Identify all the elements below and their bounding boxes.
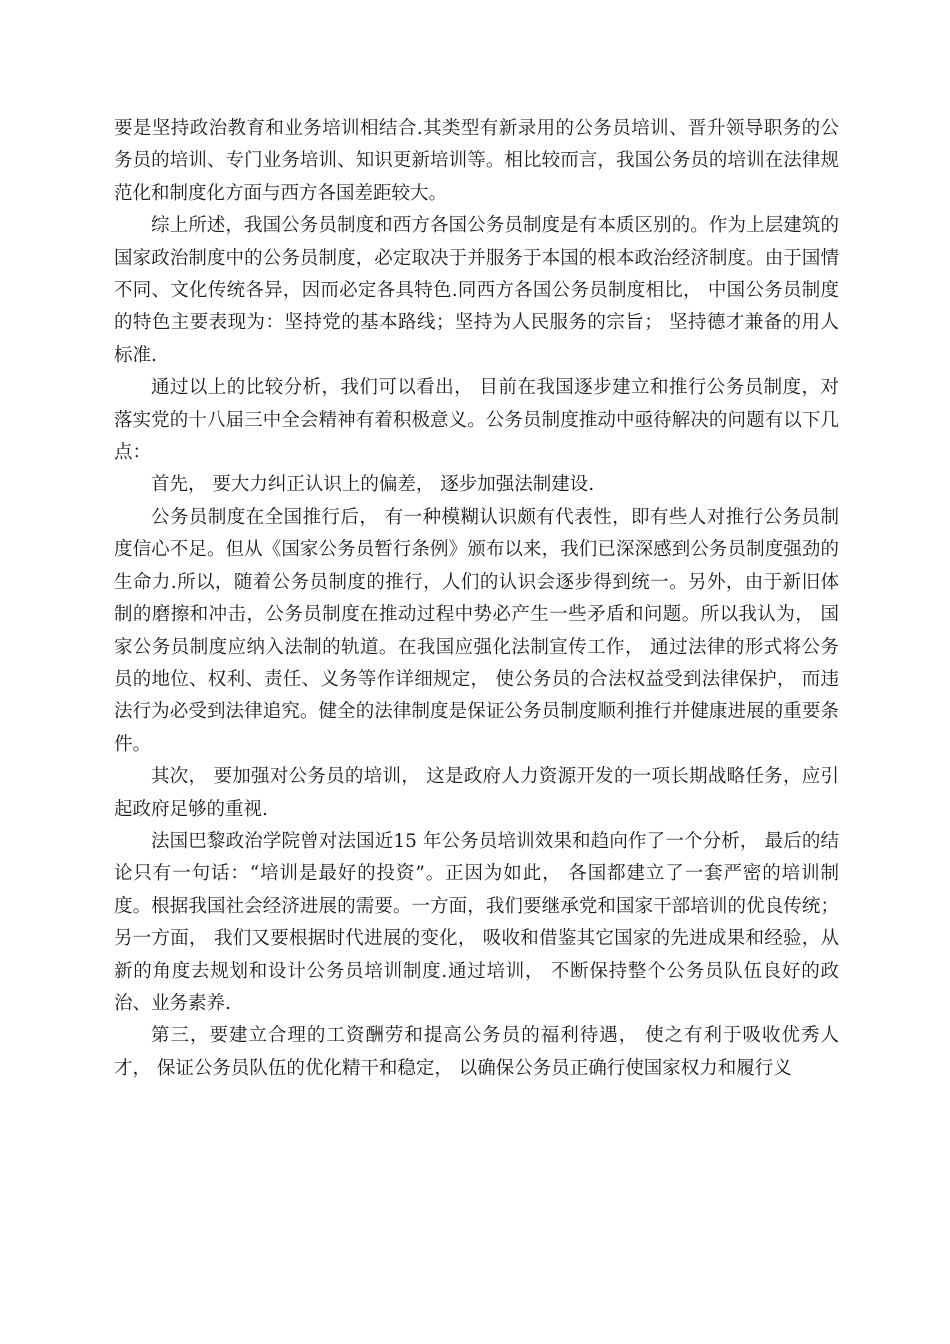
paragraph-training: 法国巴黎政治学院曾对法国近15 年公务员培训效果和趋向作了一个分析， 最后的结论只有一句话：“培训是最好的投资”。正因为如此， 各国都建立了一套严密的培训制度。根据我国社会经济进展的需要。一方面，我们要继承党和国家干部培训的优良传统； 另一方面， 我们又要根据时代进展的变化， 吸收和借鉴其它国家的先进成果和经验，从新的角度去规划和设计公务员培训制度.通过培训， 不断保持整个公务员队伍良好的政治、业务素养.	[114, 830, 839, 1014]
paragraph-continuation: 要是坚持政治教育和业务培训相结合.其类型有新录用的公务员培训、晋升领导职务的公务员的培训、专门业务培训、知识更新培训等。相比较而言，我国公务员的培训在法律规范化和制度化方面与西方各国差距较大。	[114, 118, 839, 204]
paragraph-point-second: 其次， 要加强对公务员的培训， 这是政府人力资源开发的一项长期战略任务，应引起政府足够的重视.	[114, 766, 839, 820]
paragraph-analysis: 通过以上的比较分析，我们可以看出， 目前在我国逐步建立和推行公务员制度，对落实党的十八届三中全会精神有着积极意义。公务员制度推动中亟待解决的问题有以下几点：	[114, 377, 839, 464]
paragraph-summary: 综上所述，我国公务员制度和西方各国公务员制度是有本质区别的。作为上层建筑的国家政治制度中的公务员制度，必定取决于并服务于本国的根本政治经济制度。由于国情不同、文化传统各异，因而必定各具特色.同西方各国公务员制度相比， 中国公务员制度的特色主要表现为：坚持党的基本路线；坚持为人民服务的宗旨； 坚持德才兼备的用人标准.	[114, 215, 839, 366]
paragraph-point-third: 第三，要建立合理的工资酬劳和提高公务员的福利待遇， 使之有利于吸收优秀人才， 保证公务员队伍的优化精干和稳定， 以确保公务员正确行使国家权力和履行义	[114, 1025, 839, 1079]
document-page	[114, 113, 839, 1085]
paragraph-point-first: 首先， 要大力纠正认识上的偏差， 逐步加强法制建设.	[151, 474, 595, 496]
paragraph-legal-system: 公务员制度在全国推行后， 有一种模糊认识颇有代表性，即有些人对推行公务员制度信心不足。但从《国家公务员暂行条例》颁布以来，我们已深深感到公务员制度强劲的生命力.所以，随着公务员制度的推行，人们的认识会逐步得到统一。另外，由于新旧体制的磨擦和冲击，公务员制度在推动过程中势必产生一些矛盾和问题。所以我认为， 国家公务员制度应纳入法制的轨道。在我国应强化法制宣传工作， 通过法律的形式将公务员的地位、权利、责任、义务等作详细规定， 使公务员的合法权益受到法律保护， 而违法行为必受到法律追究。健全的法律制度是保证公务员制度顺利推行并健康进展的重要条件。	[114, 506, 839, 755]
